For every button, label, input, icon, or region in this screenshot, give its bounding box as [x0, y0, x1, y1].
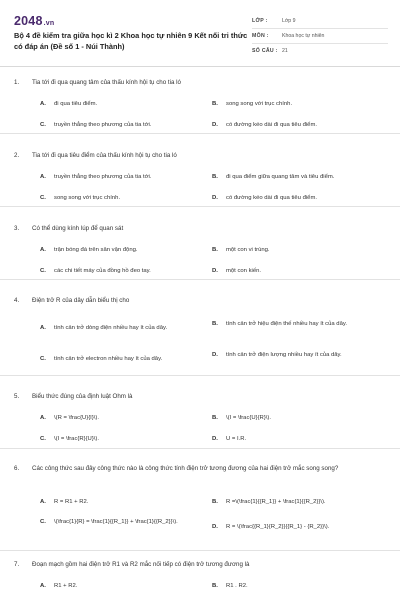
option-letter: D.	[212, 122, 218, 128]
question-text	[14, 78, 384, 87]
meta-label: LỚP :	[252, 18, 268, 24]
option-letter: D.	[212, 195, 218, 201]
option-d[interactable]	[212, 523, 392, 532]
option-text: truyền thẳng theo phương của tia tới.	[54, 174, 152, 180]
option-letter: C.	[40, 195, 46, 201]
meta-label: SỐ CÂU :	[252, 48, 278, 54]
option-d[interactable]	[212, 435, 388, 444]
question-text	[14, 464, 384, 473]
option-text: R = R1 + R2.	[54, 499, 89, 505]
divider	[0, 133, 400, 134]
option-letter: B.	[212, 321, 218, 327]
option-text: tính cản trở electron nhiều hay ít của dây.	[54, 356, 163, 362]
option-a[interactable]	[40, 246, 205, 255]
option-text: \(I = \frac{U}{R}\).	[226, 415, 272, 421]
question-stem: Biểu thức đúng của định luật Ohm là	[32, 393, 133, 400]
question-text	[14, 560, 384, 569]
option-text: \(R = \frac{U}{I}\).	[54, 415, 100, 421]
option-c[interactable]	[40, 194, 205, 203]
option-text: U = I.R.	[226, 436, 247, 442]
option-letter: B.	[212, 247, 218, 253]
option-text: truyền thẳng theo phương của tia tới.	[54, 122, 152, 128]
question-stem: Các công thức sau đây công thức nào là công thức tính điện trở tương đương của hai điện trở mắc song song?	[32, 465, 339, 472]
option-a[interactable]	[40, 100, 205, 109]
option-a[interactable]	[40, 582, 205, 591]
option-d[interactable]	[212, 121, 388, 130]
option-letter: A.	[40, 325, 46, 331]
option-text: tính cản trở hiệu điện thế nhiều hay ít của dây.	[226, 321, 347, 327]
question-number: 2.	[14, 152, 20, 159]
option-text: một con vi trùng.	[226, 247, 270, 253]
option-letter: C.	[40, 122, 46, 128]
question-stem: Có thể dùng kính lúp để quan sát	[32, 225, 124, 232]
option-text: R = \(\frac{{R_1}{R_2}}{{R_1} - {R_2}}\).	[226, 524, 330, 530]
option-b[interactable]	[212, 320, 378, 329]
option-text: các chi tiết máy của đồng hồ đeo tay.	[54, 268, 151, 274]
option-letter: D.	[212, 524, 218, 530]
option-d[interactable]	[212, 267, 388, 276]
option-b[interactable]	[212, 246, 388, 255]
option-letter: C.	[40, 519, 46, 525]
option-a[interactable]	[40, 414, 205, 423]
option-text: R =\(\frac{1}{{R_1}} + \frac{1}{{R_2}}\).	[226, 499, 326, 505]
page-title: Bộ 4 đề kiểm tra giữa học kì 2 Khoa học tự nhiên 9 Kết nối tri thức có đáp án (Đề số 1 - Núi Thành)	[14, 31, 248, 51]
question-stem: Tia tới đi qua quang tâm của thấu kính hội tụ cho tia ló	[32, 79, 181, 86]
option-text: song song với trục chính.	[226, 101, 293, 107]
option-c[interactable]	[40, 121, 205, 130]
question-text	[14, 392, 384, 401]
site-logo[interactable]	[14, 14, 54, 28]
question-number: 6.	[14, 465, 20, 472]
option-text: có đường kéo dài đi qua tiêu điểm.	[226, 122, 317, 128]
option-b[interactable]	[212, 173, 388, 182]
logo-main: 2048	[14, 14, 43, 28]
question-stem: Đoạn mạch gồm hai điện trở R1 và R2 mắc nối tiếp có điện trở tương đương là	[32, 561, 250, 568]
divider	[0, 279, 400, 280]
option-letter: B.	[212, 583, 218, 589]
option-c[interactable]	[40, 267, 205, 276]
logo-suffix: .vn	[43, 20, 55, 27]
option-letter: D.	[212, 268, 218, 274]
option-text: R1 + R2.	[54, 583, 78, 589]
meta-label: MÔN :	[252, 33, 269, 39]
meta-table	[252, 14, 388, 58]
option-c[interactable]	[40, 355, 210, 364]
option-letter: B.	[212, 101, 218, 107]
option-letter: C.	[40, 268, 46, 274]
divider	[0, 375, 400, 376]
option-a[interactable]	[40, 173, 205, 182]
option-letter: A.	[40, 101, 46, 107]
option-letter: B.	[212, 499, 218, 505]
question-stem: Tia tới đi qua tiêu điểm của thấu kính hội tụ cho tia ló	[32, 152, 177, 159]
option-letter: B.	[212, 415, 218, 421]
option-text: đi qua tiêu điểm.	[54, 101, 98, 107]
question-text	[14, 224, 384, 233]
header	[0, 0, 400, 67]
option-text: tính cản trở điện lượng nhiều hay ít của dây.	[226, 352, 342, 358]
option-letter: C.	[40, 436, 46, 442]
option-a[interactable]	[40, 324, 210, 333]
option-letter: D.	[212, 352, 218, 358]
option-b[interactable]	[212, 498, 392, 507]
meta-row-subject	[252, 29, 388, 44]
meta-row-count	[252, 44, 388, 58]
option-text: một con kiến.	[226, 268, 262, 274]
option-letter: A.	[40, 583, 46, 589]
question-text	[14, 151, 384, 160]
option-letter: A.	[40, 499, 46, 505]
option-a[interactable]	[40, 498, 205, 507]
question-stem: Điện trở R của dây dẫn biểu thị cho	[32, 297, 130, 304]
meta-value: Lớp 9	[282, 18, 296, 24]
option-text: \(\frac{1}{R} = \frac{1}{{R_1}} + \frac{1}{{R_2}}\).	[54, 519, 178, 525]
option-letter: D.	[212, 436, 218, 442]
option-b[interactable]	[212, 414, 388, 423]
option-letter: A.	[40, 415, 46, 421]
option-letter: C.	[40, 356, 46, 362]
option-b[interactable]	[212, 582, 388, 591]
question-number: 3.	[14, 225, 20, 232]
question-number: 1.	[14, 79, 20, 86]
question-number: 7.	[14, 561, 20, 568]
option-d[interactable]	[212, 194, 388, 203]
option-letter: A.	[40, 247, 46, 253]
option-text: R1 . R2.	[226, 583, 248, 589]
question-number: 5.	[14, 393, 20, 400]
question-number: 4.	[14, 297, 20, 304]
option-letter: A.	[40, 174, 46, 180]
option-text: có đường kéo dài đi qua tiêu điểm.	[226, 195, 317, 201]
option-text: tính cản trở dòng điện nhiều hay ít của dây.	[54, 325, 168, 331]
option-c[interactable]	[40, 435, 205, 444]
divider	[0, 206, 400, 207]
option-letter: B.	[212, 174, 218, 180]
divider	[0, 550, 400, 551]
option-d[interactable]	[212, 351, 378, 360]
option-text: đi qua điểm giữa quang tâm và tiêu điểm.	[226, 174, 335, 180]
option-text: \(I = \frac{R}{U}\).	[54, 436, 100, 442]
option-c[interactable]	[40, 518, 205, 527]
option-text: song song với trục chính.	[54, 195, 121, 201]
meta-row-grade	[252, 14, 388, 29]
meta-value: Khoa học tự nhiên	[282, 33, 325, 39]
option-b[interactable]	[212, 100, 388, 109]
meta-value: 21	[282, 48, 288, 54]
divider	[0, 448, 400, 449]
option-text: trận bóng đá trên sân vận động.	[54, 247, 138, 253]
question-text	[14, 296, 384, 305]
